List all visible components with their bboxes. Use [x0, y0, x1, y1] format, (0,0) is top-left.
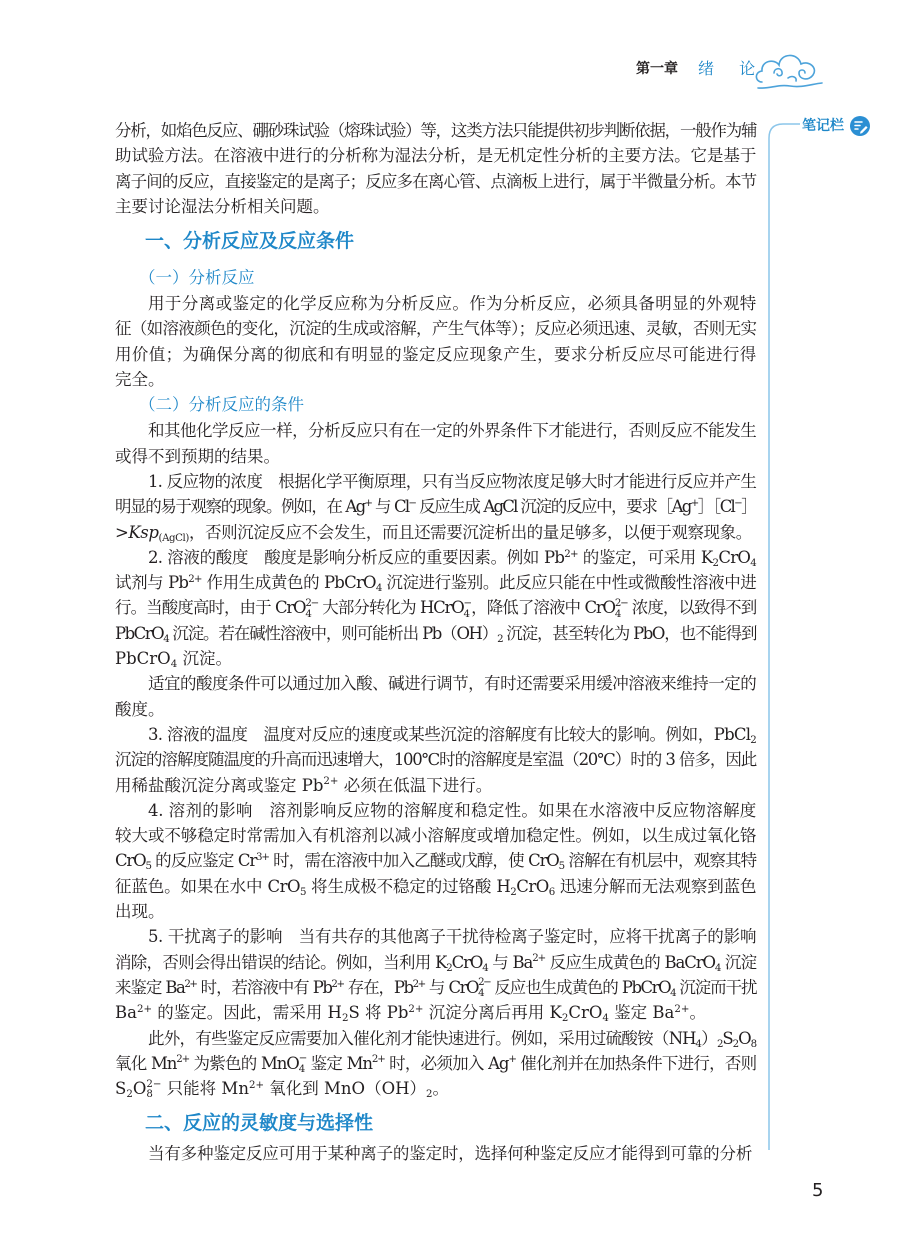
text-line [115, 194, 756, 219]
text-run: > [115, 522, 129, 542]
text-line [115, 848, 756, 873]
line-content [148, 421, 756, 440]
text-run: PbCrO [115, 649, 171, 669]
text-line [115, 169, 756, 194]
text-run: ］［Cl [697, 497, 735, 517]
section-heading: 一、分析反应及反应条件 [145, 230, 355, 253]
text-run: 浓度，以致得不到 [627, 598, 756, 618]
paragraph [115, 1141, 756, 1166]
text-run: 反应也生成黄色的 PbCrO [490, 977, 671, 997]
paragraph [115, 798, 756, 924]
paragraph [115, 291, 756, 392]
text-run: 适宜的酸度条件可以通过加入酸、碱进行调节，有时还需要采用缓冲溶液来维持一定的 [148, 674, 756, 694]
text-run: 沉淀 [720, 952, 756, 972]
line-content [148, 294, 756, 313]
text-run: 沉淀的溶解度随温度的升高而迅速增大，100℃时的溶解度是室温（20℃）时的 3 倍多，因此 [115, 750, 756, 770]
section-heading: 二、反应的灵敏度与选择性 [145, 1112, 374, 1135]
subscript: 2 [446, 962, 452, 974]
text-run: 沉淀，甚至转化为 PbO，也不能得到 [502, 623, 756, 643]
text-run: S [115, 1079, 127, 1099]
notes-column-rule [760, 110, 804, 1160]
line-content [115, 146, 756, 165]
text-line [115, 722, 756, 747]
text-run: S 将 Pb [348, 1003, 409, 1023]
text-line [115, 545, 756, 570]
text-run: CrO [718, 547, 751, 567]
line-content [115, 121, 756, 140]
text-line [115, 773, 756, 798]
text-line [115, 118, 756, 143]
text-run: 完全。 [115, 370, 165, 390]
text-run: 用稀盐酸沉淀分离或鉴定 Pb [115, 775, 324, 795]
text-run: 反应生成 AgCl 沉淀的反应中，要求［Ag [415, 497, 691, 517]
text-run: 大部分转化为 HCrO [317, 598, 464, 618]
line-content [115, 345, 756, 364]
text-run: 明显的易于观察的现象。例如，在 Ag [115, 497, 365, 517]
superscript: 2+ [176, 1054, 190, 1066]
superscript: 2+ [564, 548, 578, 560]
line-content [115, 977, 757, 1000]
text-run: 主要讨论湿法分析相关问题。 [115, 196, 330, 216]
subscript: 8 [146, 1089, 153, 1101]
superscript: 2− [614, 597, 628, 609]
line-content [115, 172, 756, 191]
line-content [148, 1029, 756, 1048]
text-run: 4. 溶剂的影响 溶剂影响反应物的溶解度和稳定性。如果在水溶液中反应物溶解度 [148, 800, 756, 820]
text-run: 与 Cl [371, 497, 409, 517]
paragraph [115, 722, 756, 798]
text-run: 较大或不够稳定时常需加入有机溶剂以减小溶解度或增加稳定性。例如，以生成过氧化铬 [115, 826, 756, 846]
line-content [115, 447, 280, 466]
text-run: 此外，有些鉴定反应需要加入催化剂才能快速进行。例如，采用过硫酸铵（NH [148, 1028, 696, 1048]
subscript: 5 [300, 886, 307, 898]
text-run: 1. 反应物的浓度 根据化学平衡原理，只有当反应物浓度足够大时才能进行反应并产生 [148, 471, 756, 491]
text-run: 沉淀而干扰 [675, 977, 757, 997]
text-run: 当有多种鉴定反应可用于某种离子的鉴定时，选择何种鉴定反应才能得到可靠的分析 [148, 1144, 753, 1164]
text-run: 催化剂并在加热条件下进行，否则 [515, 1053, 756, 1073]
line-content [115, 877, 756, 896]
text-line [115, 671, 756, 696]
text-run: ） [700, 1028, 717, 1048]
text-run: 鉴定 Mn [306, 1053, 372, 1073]
subscript: 8 [750, 1038, 756, 1050]
text-line [115, 143, 756, 168]
superscript: 2+ [674, 1003, 690, 1015]
text-run: 为紫色的 MnO [189, 1053, 299, 1073]
subscript: 2 [510, 886, 517, 898]
text-run: 来鉴定 Ba [115, 977, 185, 997]
text-line [115, 823, 756, 848]
text-run: 3. 溶液的温度 温度对反应的速度或某些沉淀的溶解度有比较大的影响。例如，PbCl [148, 724, 751, 744]
line-content [115, 700, 165, 719]
subscript: 4 [602, 1013, 609, 1025]
subscript: 4 [670, 987, 676, 999]
text-run: 与 Ba [487, 952, 533, 972]
text-line [115, 798, 756, 823]
text-line [115, 595, 756, 620]
superscript: 2+ [323, 776, 339, 788]
text-run: O [132, 1079, 147, 1099]
text-line [115, 621, 756, 646]
text-run: 沉淀进行鉴别。此反应只能在中性或微酸性溶液中进 [381, 573, 756, 593]
text-run: 征蓝色。如果在水中 CrO [115, 876, 300, 896]
subscript: 2 [561, 1013, 569, 1025]
text-line [115, 950, 756, 975]
text-run: O [738, 1028, 751, 1048]
subscript: 6 [548, 886, 555, 898]
subscript: 4 [375, 583, 382, 595]
text-run: 反应生成黄色的 BaCrO [545, 952, 715, 972]
subscript: 4 [714, 962, 721, 974]
superscript: + [690, 497, 698, 509]
superscript: 2+ [188, 573, 202, 585]
text-run: 沉淀。 [177, 649, 232, 669]
text-run: 的反应鉴定 Cr [150, 851, 257, 871]
superscript: − [734, 497, 741, 509]
text-run: 存在，Pb [343, 977, 413, 997]
line-content [115, 497, 756, 516]
text-run: CrO [451, 952, 483, 972]
text-run: 必须在低温下进行。 [338, 775, 493, 795]
text-run: 行。当酸度高时，由于 CrO [115, 598, 306, 618]
superscript: − [463, 597, 471, 609]
superscript: 2+ [371, 1054, 385, 1066]
superscript: 2− [478, 977, 491, 989]
superscript: 2+ [408, 1003, 424, 1015]
text-run: CrO [115, 851, 146, 871]
subscript: 4 [463, 608, 469, 620]
text-run: 作用生成黄色的 PbCrO [201, 573, 376, 593]
text-run: 2. 溶液的酸度 酸度是影响分析反应的重要因素。例如 Pb [148, 547, 565, 567]
text-run: 出现。 [115, 902, 165, 922]
line-content [115, 953, 756, 972]
line-content [115, 851, 756, 873]
text-run: 只能将 Mn [161, 1079, 249, 1099]
subsection-heading: （一）分析反应 [139, 268, 255, 288]
subscript: 5 [558, 861, 564, 873]
paragraph [115, 924, 756, 1025]
text-run: 用价值；为确保分离的彻底和有明显的鉴定反应现象产生，要求分析反应尽可能进行得 [115, 344, 756, 364]
superscript: 2− [146, 1078, 162, 1090]
text-line [115, 1051, 756, 1076]
paragraph [115, 118, 756, 219]
line-content [115, 319, 756, 338]
text-run: 时，需在溶液中加入乙醚或戊醇，使 CrO [268, 851, 559, 871]
subsection-heading: （二）分析反应的条件 [139, 395, 304, 415]
subscript: 4 [170, 659, 178, 671]
text-run: 氧化到 MnO（OH） [264, 1079, 426, 1099]
paragraph [115, 418, 756, 469]
line-content [115, 523, 752, 542]
paragraph [115, 671, 756, 722]
subscript: 2 [426, 1089, 433, 1101]
text-run: 5. 干扰离子的影响 当有共存的其他离子干扰待检离子鉴定时，应将干扰离子的影响 [148, 927, 756, 947]
text-run: 试剂与 Pb [115, 573, 189, 593]
sub-superscript [478, 978, 490, 999]
subscript: 2 [732, 1038, 739, 1050]
line-content [115, 826, 756, 845]
text-run: ，否则沉淀反应不会发生，而且还需要沉淀析出的量足够多，以便于观察现象。 [188, 522, 752, 542]
text-line [115, 494, 756, 519]
subscript: 4 [163, 633, 169, 645]
subscript: 4 [750, 557, 757, 569]
text-line [115, 316, 756, 341]
text-line [115, 646, 756, 671]
subscript: (AgCl) [158, 532, 189, 544]
text-run: 用于分离或鉴定的化学反应称为分析反应。作为分析反应，必须具备明显的外观特 [148, 294, 756, 314]
text-run: 或得不到预期的结果。 [115, 446, 280, 466]
text-run: 时，若溶液中有 Pb [196, 977, 332, 997]
subscript: 2 [341, 1013, 349, 1025]
text-line [115, 367, 756, 392]
subscript: 2 [750, 735, 756, 746]
text-run: 将生成极不稳定的过铬酸 H [306, 876, 511, 896]
superscript: 2+ [532, 953, 546, 965]
subscript: 2 [716, 1038, 723, 1050]
text-run: 与 CrO [424, 977, 479, 997]
subscript: 4 [305, 608, 311, 620]
text-run: 迅速分解而无法观察到蓝色 [554, 876, 756, 896]
chapter-label: 第一章 [636, 61, 678, 77]
text-run: 离子间的反应，直接鉴定的是离子；反应多在离心管、点滴板上进行，属于半微量分析。本节 [115, 171, 756, 191]
text-run: 的鉴定。因此，需采用 H [152, 1003, 342, 1023]
text-run: 分析，如焰色反应、硼砂珠试验（熔珠试验）等，这类方法只能提供初步判断依据，一般作为辅 [115, 121, 756, 140]
text-line [115, 418, 756, 443]
text-line [115, 444, 756, 469]
text-line [115, 1076, 756, 1101]
superscript: 3+ [256, 852, 269, 864]
line-content [148, 801, 756, 820]
line-content [148, 674, 756, 693]
text-line [115, 1000, 756, 1025]
text-run: 和其他化学反应一样，分析反应只有在一定的外界条件下才能进行，否则反应不能发生 [148, 421, 756, 441]
superscript: − [408, 497, 416, 509]
subscript: 4 [614, 608, 621, 620]
italic-text: Ksp [128, 522, 159, 542]
text-run: Ba [115, 1003, 137, 1023]
text-line [115, 899, 756, 924]
text-run: CrO [516, 876, 549, 896]
line-content [115, 624, 756, 643]
text-line [115, 342, 756, 367]
line-content [148, 725, 756, 744]
text-line [115, 747, 756, 772]
line-content [148, 472, 756, 491]
subscript: 2 [497, 633, 503, 645]
text-run: 征（如溶液颜色的变化，沉淀的生成或溶解，产生气体等）；反应必须迅速、灵敏，否则无实 [115, 319, 756, 339]
text-line [115, 874, 756, 899]
text-run: PbCrO [115, 623, 164, 643]
sub-superscript [146, 1080, 161, 1101]
text-run: 溶解在有机层中，观察其特 [563, 851, 756, 871]
text-run: 酸度。 [115, 699, 165, 719]
line-content [115, 776, 492, 795]
line-content [115, 597, 756, 620]
sub-superscript [464, 599, 471, 620]
line-content [148, 1144, 752, 1163]
text-run: ，降低了溶液中 CrO [470, 598, 615, 618]
text-line [115, 570, 756, 595]
subscript: 2 [126, 1089, 133, 1101]
text-line [115, 924, 756, 949]
page-body-text [115, 118, 756, 1167]
line-content [115, 902, 165, 921]
cloud-ornament-icon [752, 42, 824, 94]
text-run: 时，必须加入 Ag [384, 1053, 509, 1073]
page-number: 5 [812, 1180, 824, 1201]
text-line [115, 520, 756, 545]
line-content [148, 927, 756, 946]
line-content [115, 573, 756, 595]
superscript: 2− [305, 597, 318, 609]
text-run: 。 [689, 1003, 706, 1023]
line-content [115, 1003, 706, 1025]
subscript: 2 [712, 557, 719, 569]
text-run: 助试验方法。在溶液中进行的分析称为湿法分析，是无机定性分析的主要方法。它是基于 [115, 146, 756, 166]
text-line [115, 1026, 756, 1051]
text-run: 的鉴定，可采用 K [577, 547, 713, 567]
paragraph [115, 469, 756, 545]
pencil-note-icon [849, 115, 871, 137]
superscript: + [508, 1054, 516, 1066]
superscript: + [364, 497, 372, 509]
superscript: 2+ [331, 978, 344, 990]
text-run: 鉴定 Ba [608, 1003, 675, 1023]
superscript: 2+ [412, 978, 425, 990]
line-content [115, 1053, 756, 1076]
subscript: 4 [482, 962, 488, 974]
subscript: 4 [298, 1064, 305, 1076]
text-line [115, 1141, 756, 1166]
text-line [115, 469, 756, 494]
text-line [115, 975, 756, 1000]
text-run: S [722, 1028, 733, 1048]
superscript: 2+ [184, 978, 197, 990]
text-run: 沉淀分离后再用 K [423, 1003, 562, 1023]
subscript: 4 [695, 1038, 701, 1050]
subscript: 4 [478, 988, 484, 1000]
subscript: 5 [145, 861, 151, 873]
sub-superscript [615, 599, 628, 620]
superscript: 2+ [248, 1079, 265, 1091]
line-content [115, 197, 330, 216]
notes-column-label: 笔记栏 [802, 118, 844, 134]
text-line [115, 291, 756, 316]
text-line [115, 697, 756, 722]
sub-superscript [305, 599, 318, 620]
text-run: CrO [568, 1003, 603, 1023]
line-content [115, 750, 756, 769]
paragraph [115, 545, 756, 671]
chapter-title: 绪 论 [698, 59, 756, 78]
text-run: 氧化 Mn [115, 1053, 177, 1073]
line-content [115, 370, 165, 389]
line-content [148, 548, 756, 567]
text-run: 沉淀。若在碱性溶液中，则可能析出 Pb（OH） [168, 623, 498, 643]
text-run: 。 [432, 1079, 450, 1099]
text-run: ］ [740, 497, 757, 517]
line-content [115, 1078, 450, 1101]
text-run: 消除，否则会得出错误的结论。例如，当利用 K [115, 952, 447, 972]
superscript: − [298, 1053, 307, 1065]
paragraph [115, 1026, 756, 1102]
line-content [115, 649, 232, 671]
superscript: 2+ [136, 1003, 153, 1015]
